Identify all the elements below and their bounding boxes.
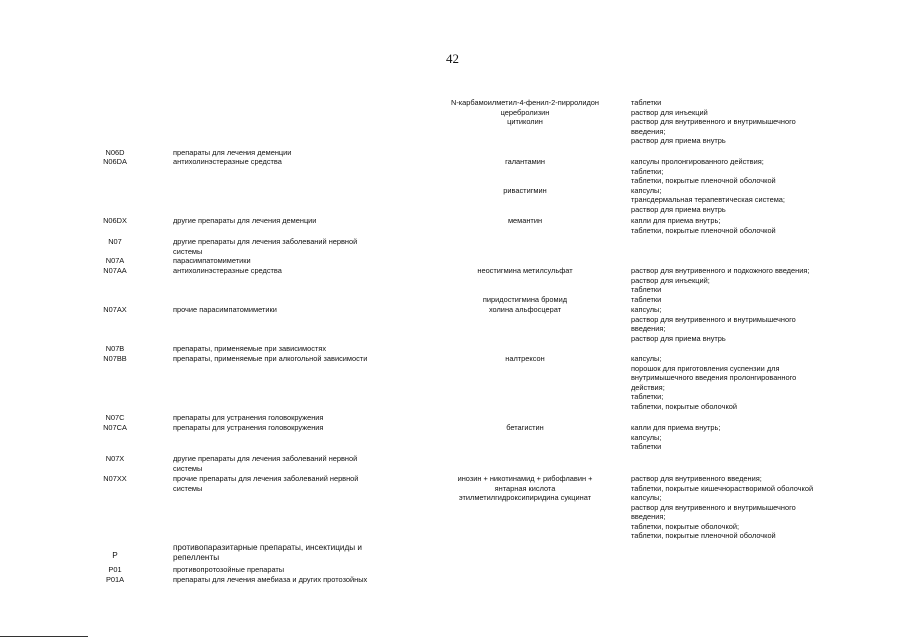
atc-code: N06D [105, 148, 125, 157]
dosage-forms: капсулы; раствор для внутривенного и внутримышечного введения; раствор для приема внутрь [631, 305, 796, 343]
dosage-forms: капли для приема внутрь; таблетки, покрытые пленочной оболочкой [631, 216, 776, 235]
group-name: препараты для лечения деменции [173, 148, 292, 157]
group-name: другие препараты для лечения заболеваний нервной системы [173, 237, 358, 256]
atc-code: P [112, 551, 118, 560]
group-name: прочие парасимпатомиметики [173, 305, 277, 314]
dosage-forms: капсулы; порошок для приготовления суспензии для внутримышечного введения пролонгированного действия; таблетки; таблетки, покрытые оболочкой [631, 354, 797, 411]
page-number: 42 [446, 51, 459, 66]
group-name: парасимпатомиметики [173, 256, 251, 265]
atc-code: N07AA [103, 266, 127, 275]
group-name: противопротозойные препараты [173, 565, 285, 574]
atc-code: N07XX [103, 474, 127, 483]
atc-code: N06DA [103, 157, 127, 166]
group-name: другие препараты для лечения деменции [173, 216, 317, 225]
atc-code: P01A [105, 575, 125, 584]
atc-code: N07X [105, 454, 125, 463]
drug-name: неостигмина метилсульфат пиридостигмина бромид [477, 266, 573, 304]
atc-code: N07CA [103, 423, 127, 432]
dosage-forms: таблетки раствор для инъекций раствор для внутривенного и внутримышечного введения; раствор для приема внутрь [631, 98, 796, 145]
group-name: препараты, применяемые при алкогольной зависимости [173, 354, 368, 363]
atc-code: N07C [105, 413, 125, 422]
atc-code: N06DX [103, 216, 127, 225]
group-name: препараты, применяемые при зависимостях [173, 344, 327, 353]
drug-name: галантамин ривастигмин [503, 157, 547, 195]
group-name: препараты для устранения головокружения [173, 413, 324, 422]
dosage-forms: раствор для внутривенного и подкожного введения; раствор для инъекций; таблетки таблетки [631, 266, 810, 304]
drug-name: налтрексон [505, 354, 545, 363]
atc-code: N07BB [103, 354, 127, 363]
group-name: препараты для устранения головокружения [173, 423, 324, 432]
drug-name: холина альфосцерат [488, 305, 562, 314]
dosage-forms: капли для приема внутрь; капсулы; таблетки [631, 423, 721, 451]
group-name: препараты для лечения амебиаза и других протозойных [173, 575, 368, 584]
dosage-forms: капсулы пролонгированного действия; таблетки; таблетки, покрытые пленочной оболочкой капсулы; трансдермальная терапевтическая система; раствор для приема внутрь [631, 157, 785, 214]
atc-code: N07B [105, 344, 125, 353]
atc-code: N07AX [103, 305, 127, 314]
atc-code: P01 [108, 565, 122, 574]
dosage-forms: раствор для внутривенного введения; таблетки, покрытые кишечнорастворимой оболочкой капсулы; раствор для внутривенного и внутримышечного введения; таблетки, покрытые оболочкой; таблетки, покрытые пленочной оболочкой [631, 474, 814, 540]
group-name: другие препараты для лечения заболеваний нервной системы [173, 454, 358, 473]
drug-name: бетагистин [506, 423, 544, 432]
atc-code: N07A [105, 256, 125, 265]
group-name: антихолинэстеразные средства [173, 157, 282, 166]
drug-name: N-карбамоилметил-4-фенил-2-пирролидон церебролизин цитиколин [450, 98, 599, 126]
drug-name: инозин + никотинамид + рибофлавин + янтарная кислота этилметилгидроксипиридина сукцинат [457, 474, 593, 502]
group-name: прочие препараты для лечения заболеваний нервной системы [173, 474, 359, 493]
atc-code: N07 [108, 237, 122, 246]
group-name: противопаразитарные препараты, инсектициды и репелленты [173, 543, 362, 562]
drug-name: мемантин [507, 216, 543, 225]
group-name: антихолинэстеразные средства [173, 266, 282, 275]
footnote-rule [0, 636, 88, 637]
